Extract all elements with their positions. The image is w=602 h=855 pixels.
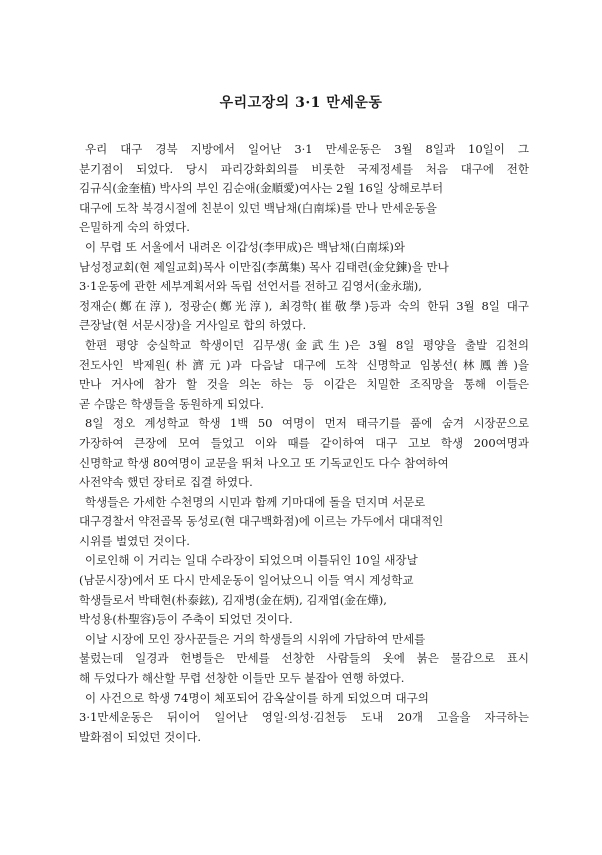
text-line: 전도사인 박제원(朴濟元)과 다음날 대구에 도착 신명학교 임봉선(林鳳善)을 [79,357,529,372]
text-line: 우리 대구 경북 지방에서 일어난 3·1 만세운동은 3월 8일과 10일이 그 [85,142,529,156]
text-line: 이 사건으로 학생 74명이 체포되어 감옥살이를 하게 되었으며 대구의 [85,690,429,705]
text-line: 한편 평양 숭실학교 학생이던 김무생(金武生)은 3월 8일 평양을 출발 김천의 [85,337,529,352]
text-line: 3·1운동에 관한 세부계획서와 독립 선언서를 전하고 김영서(金永瑞), [79,279,422,294]
text-line: 대구경찰서 약전골목 동성로(현 대구백화점)에 이르는 가두에서 대대적인 [79,514,444,529]
text-line: 이 무렵 또 서울에서 내려온 이갑성(李甲成)은 백남채(白南埰)와 [85,239,405,254]
text-line: 학생들로서 박태현(朴泰鉉), 김재병(金在炳), 김재엽(金在燁), [79,592,387,607]
text-line: 김규식(金奎植) 박사의 부인 김순애(金順愛)여사는 2월 16일 상해로부터 [79,181,444,196]
text-line: 곧 수많은 학생들을 동원하게 되었다. [79,396,264,411]
text-line: 만나 거사에 참가 할 것을 의논 하는 등 이같은 치밀한 조직망을 통해 이들은 [79,377,529,392]
text-line: 은밀하게 숙의 하였다. [79,220,190,235]
text-line: 8일 정오 계성학교 학생 1백 50 여명이 먼저 태극기를 품에 숨겨 시장꾼으로 [85,416,529,431]
text-line: 박성용(朴聖容)등이 주축이 되었던 것이다. [79,612,293,627]
text-line: 정재순(鄭在淳), 정광순(鄭光淳), 최경학(崔敬學)등과 숙의 한뒤 3월 8일 대구 [79,298,529,313]
text-line: 대구에 도착 북경시절에 친분이 있던 백남채(白南埰)를 만나 만세운동을 [79,200,437,215]
text-line: 이날 시장에 모인 장사꾼들은 거의 학생들의 시위에 가담하여 만세를 [85,631,426,646]
text-line: 시위를 벌였던 것이다. [79,533,190,548]
text-line: 불렀는데 일경과 헌병들은 만세를 선창한 사람들의 옷에 붉은 물감으로 표시 [79,651,529,666]
text-line: 이로인해 이 거리는 일대 수라장이 되었으며 이틀뒤인 10일 새장날 [85,553,418,568]
page-title: 우리고장의 3·1 만세운동 [219,95,383,111]
text-line: 가장하여 큰장에 모여 들었고 이와 때를 같이하여 대구 고보 학생 200여명과 [79,435,529,450]
text-line: 큰장날(현 서문시장)을 거사일로 합의 하였다. [79,318,307,333]
text-line: 신명학교 학생 80여명이 교문을 뛰쳐 나오고 또 기독교인도 다수 참여하여 [79,455,449,470]
text-line: 사전약속 했던 장터로 집결 하였다. [79,475,253,490]
text-line: 분기점이 되었다. 당시 파리강화회의를 비롯한 국제정세를 처음 대구에 전한 [79,161,529,176]
text-line: 발화점이 되었던 것이다. [79,729,202,744]
text-line: 남성정교회(현 제일교회)목사 이만집(李萬集) 목사 김태련(金兌鍊)을 만나 [79,259,449,274]
text-line: 3·1만세운동은 뒤이어 일어난 영일·의성·김천등 도내 20개 고을을 자극하는 [79,710,529,725]
document-body [79,140,529,747]
text-line: 해 두었다가 해산할 무렵 선창한 이들만 모두 붙잡아 연행 하였다. [79,671,405,686]
text-line: 학생들은 가세한 수천명의 시민과 함께 기마대에 돌을 던지며 서문로 [85,494,426,509]
text-line: (남문시장)에서 또 다시 만세운동이 일어났으니 이들 역시 계성학교 [79,573,414,588]
